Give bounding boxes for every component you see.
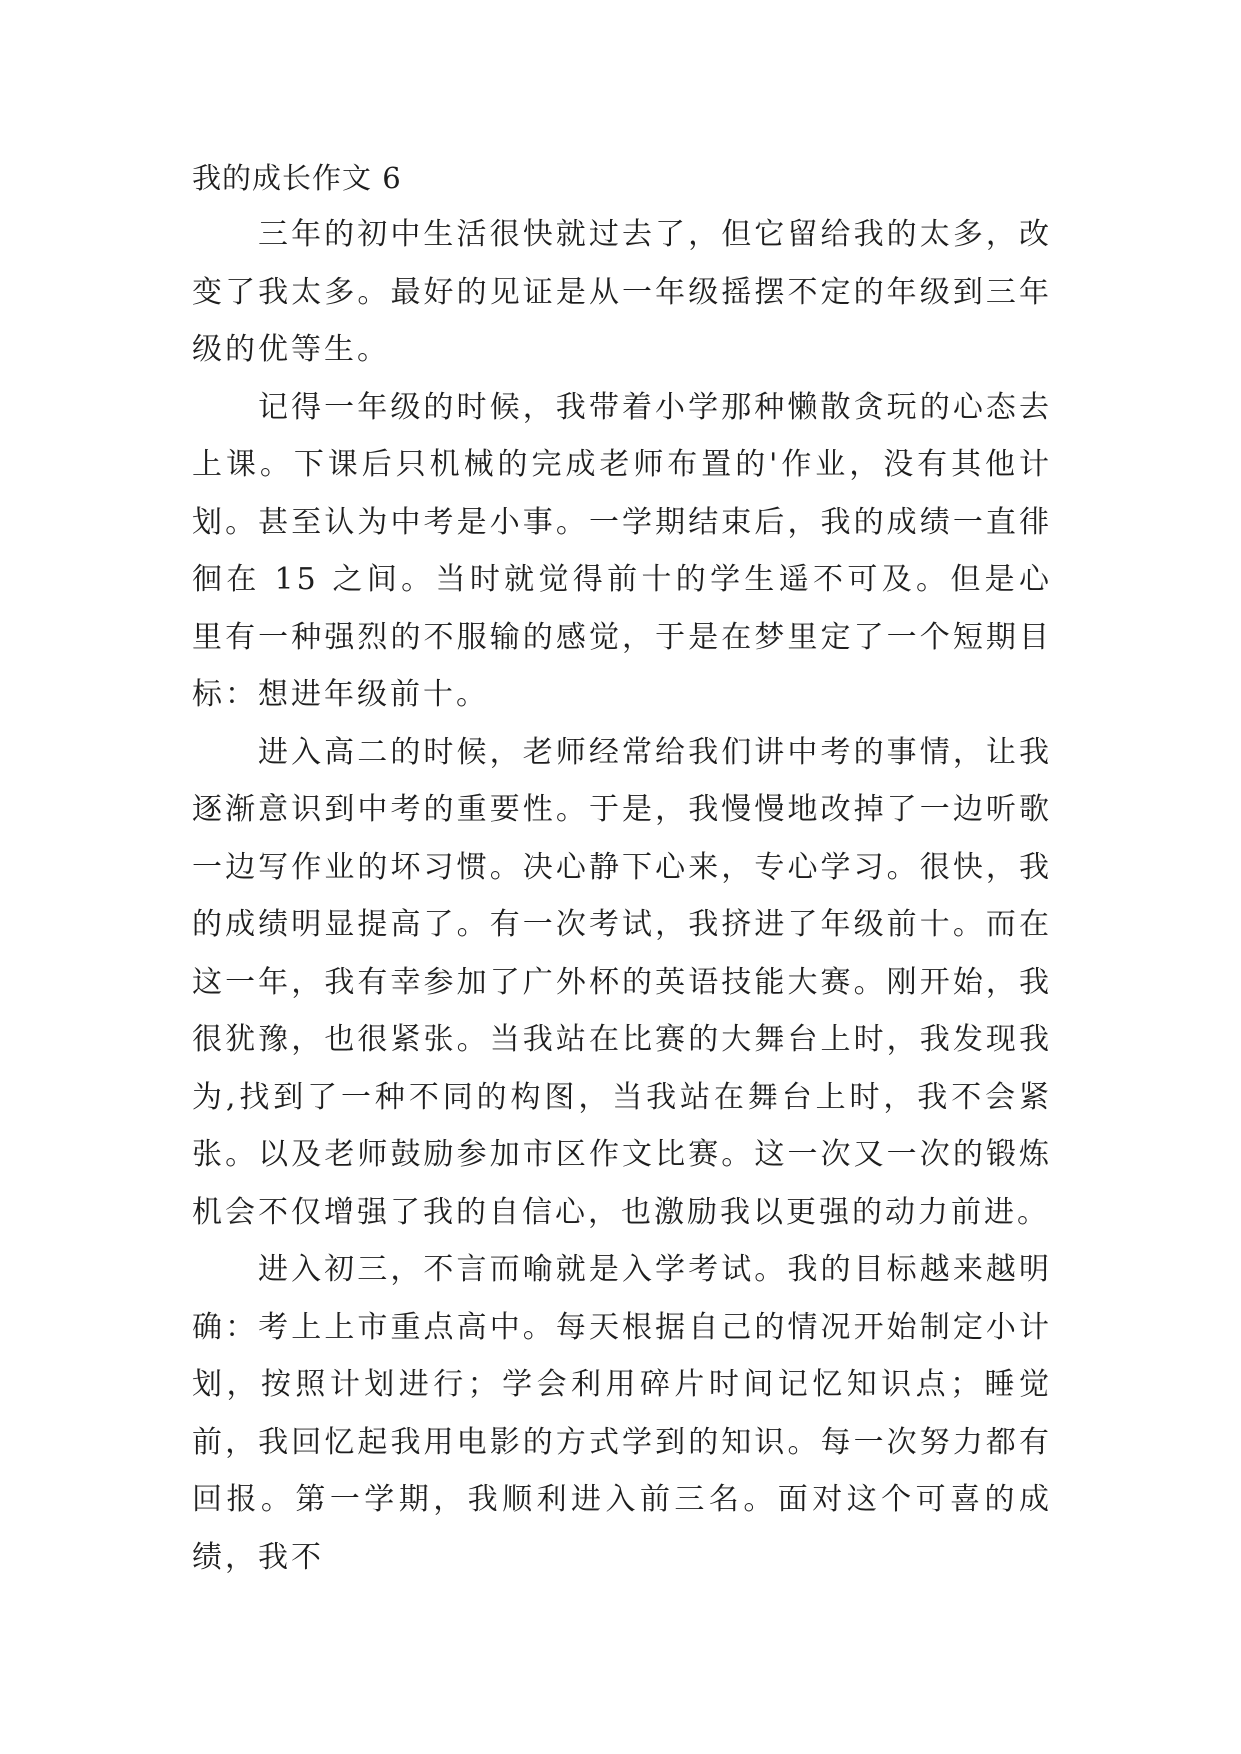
- document-page: [192, 150, 1052, 1586]
- paragraph-2: 记得一年级的时候，我带着小学那种懒散贪玩的心态去上课。下课后只机械的完成老师布置的'作业，没有其他计划。甚至认为中考是小事。一学期结束后，我的成绩一直徘徊在 15 之间。当时就觉得前十的学生遥不可及。但是心里有一种强烈的不服输的感觉，于是在梦里定了一个短期目标：想进年级前十。: [192, 389, 1052, 712]
- paragraph-4: 进入初三，不言而喻就是入学考试。我的目标越来越明确：考上上市重点高中。每天根据自己的情况开始制定小计划，按照计划进行；学会利用碎片时间记忆知识点；睡觉前，我回忆起我用电影的方式学到的知识。每一次努力都有回报。第一学期，我顺利进入前三名。面对这个可喜的成绩，我不: [192, 1252, 1052, 1575]
- paragraph-3: 进入高二的时候，老师经常给我们讲中考的事情，让我逐渐意识到中考的重要性。于是，我慢慢地改掉了一边听歌一边写作业的坏习惯。决心静下心来，专心学习。很快，我的成绩明显提高了。有一次考试，我挤进了年级前十。而在这一年，我有幸参加了广外杯的英语技能大赛。刚开始，我很犹豫，也很紧张。当我站在比赛的大舞台上时，我发现我为,找到了一种不同的构图，当我站在舞台上时，我不会紧张。以及老师鼓励参加市区作文比赛。这一次又一次的锻炼机会不仅增强了我的自信心，也激励我以更强的动力前进。: [192, 734, 1052, 1230]
- document-title: 我的成长作文 6: [192, 161, 402, 195]
- paragraph-1: 三年的初中生活很快就过去了，但它留给我的太多，改变了我太多。最好的见证是从一年级摇摆不定的年级到三年级的优等生。: [192, 217, 1052, 367]
